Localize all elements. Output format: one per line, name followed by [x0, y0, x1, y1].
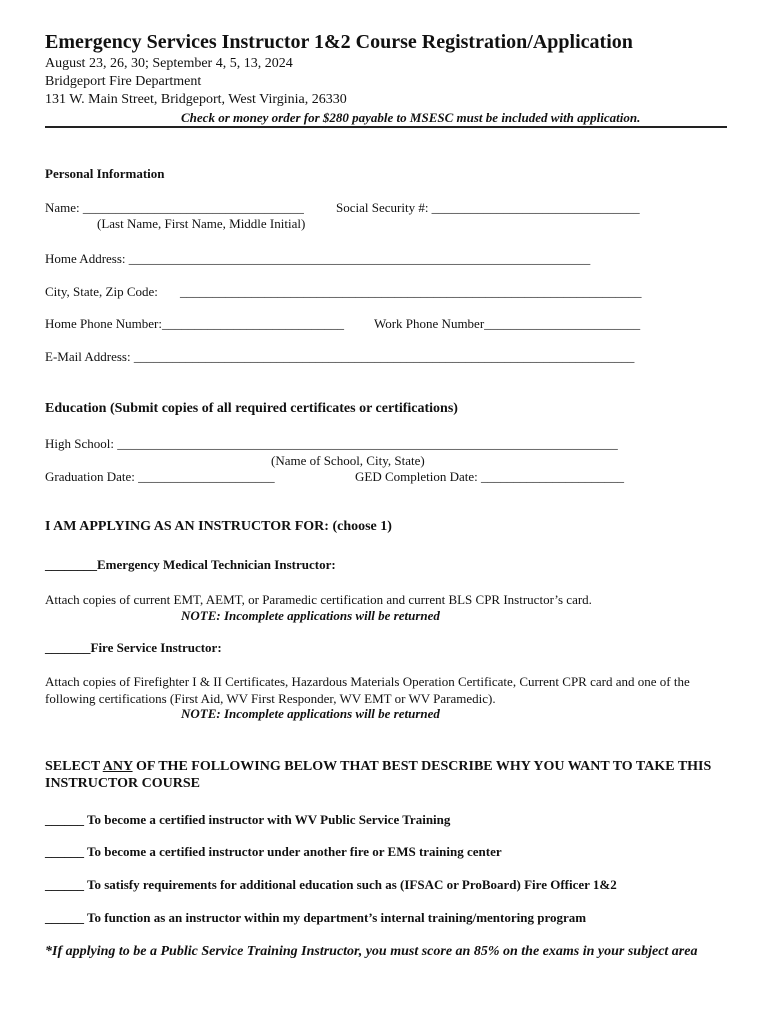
applying-heading: I AM APPLYING AS AN INSTRUCTOR FOR: (choose 1)	[45, 519, 392, 534]
reason-blank[interactable]: ______	[45, 910, 84, 925]
fire-label: Fire Service Instructor:	[90, 640, 222, 655]
course-dates: August 23, 26, 30; September 4, 5, 13, 2024	[45, 56, 293, 71]
reason-option-4[interactable]	[45, 910, 586, 926]
ged-date-field[interactable]: GED Completion Date: ______________________	[355, 469, 625, 484]
reason-option-3[interactable]	[45, 877, 617, 893]
reason-blank[interactable]: ______	[45, 812, 84, 827]
home-phone-field[interactable]: Home Phone Number:____________________________	[45, 316, 344, 331]
reason-text: To become a certified instructor with WV Public Service Training	[87, 812, 451, 827]
work-phone-field[interactable]: Work Phone Number________________________	[374, 316, 641, 331]
reasons-heading	[45, 758, 715, 792]
education-heading: Education (Submit copies of all required certificates or certifications)	[45, 401, 458, 416]
emt-option[interactable]	[45, 557, 336, 573]
emt-label: Emergency Medical Technician Instructor:	[97, 557, 336, 572]
high-school-field[interactable]: High School: _____________________________________________________________________________	[45, 436, 618, 451]
reasons-heading-any: ANY	[102, 759, 133, 774]
fire-option[interactable]	[45, 640, 222, 656]
reason-option-2[interactable]	[45, 844, 502, 860]
header-divider	[45, 126, 727, 128]
department-name: Bridgeport Fire Department	[45, 74, 202, 89]
fire-blank[interactable]: _______	[45, 640, 91, 655]
department-address: 131 W. Main Street, Bridgeport, West Virginia, 26330	[45, 92, 347, 107]
reasons-heading-post: OF THE FOLLOWING BELOW THAT BEST DESCRIBE WHY YOU WANT TO TAKE THIS INSTRUCTOR COURSE	[45, 759, 712, 791]
fire-instructions: Attach copies of Firefighter I & II Certificates, Hazardous Materials Operation Certificate, Current CPR card and one of the following certifications (First Aid, WV First Responder, WV EMT or WV Paramedic).	[45, 674, 690, 706]
school-hint: (Name of School, City, State)	[271, 453, 425, 468]
personal-info-heading: Personal Information	[45, 166, 165, 181]
reason-blank[interactable]: ______	[45, 844, 84, 859]
reasons-heading-pre: SELECT	[45, 759, 103, 774]
name-field[interactable]: Name: __________________________________	[45, 200, 304, 215]
page-title: Emergency Services Instructor 1&2 Course Registration/Application	[45, 31, 633, 53]
city-state-zip-field[interactable]: _______________________________________________________________________	[180, 284, 642, 299]
home-address-field[interactable]: Home Address: _______________________________________________________________________	[45, 251, 591, 266]
graduation-date-field[interactable]: Graduation Date: _____________________	[45, 469, 275, 484]
pst-footnote: *If applying to be a Public Service Training Instructor, you must score an 85% on the exams in your subject area	[45, 944, 698, 959]
fire-note: NOTE: Incomplete applications will be returned	[181, 706, 440, 721]
ssn-field[interactable]: Social Security #: ________________________________	[336, 200, 640, 215]
emt-instructions: Attach copies of current EMT, AEMT, or Paramedic certification and current BLS CPR Instructor’s card.	[45, 592, 592, 607]
reason-text: To function as an instructor within my department’s internal training/mentoring program	[87, 910, 587, 925]
email-field[interactable]: E-Mail Address: _____________________________________________________________________________	[45, 349, 635, 364]
name-hint: (Last Name, First Name, Middle Initial)	[97, 216, 306, 231]
emt-blank[interactable]: ________	[45, 557, 97, 572]
city-state-zip-label: City, State, Zip Code:	[45, 284, 158, 299]
emt-note: NOTE: Incomplete applications will be returned	[181, 608, 440, 623]
reason-text: To satisfy requirements for additional education such as (IFSAC or ProBoard) Fire Officer 1&2	[87, 877, 617, 892]
reason-option-1[interactable]	[45, 812, 450, 828]
reason-text: To become a certified instructor under another fire or EMS training center	[87, 844, 502, 859]
payment-note: Check or money order for $280 payable to MSESC must be included with application.	[181, 110, 641, 125]
reason-blank[interactable]: ______	[45, 877, 84, 892]
